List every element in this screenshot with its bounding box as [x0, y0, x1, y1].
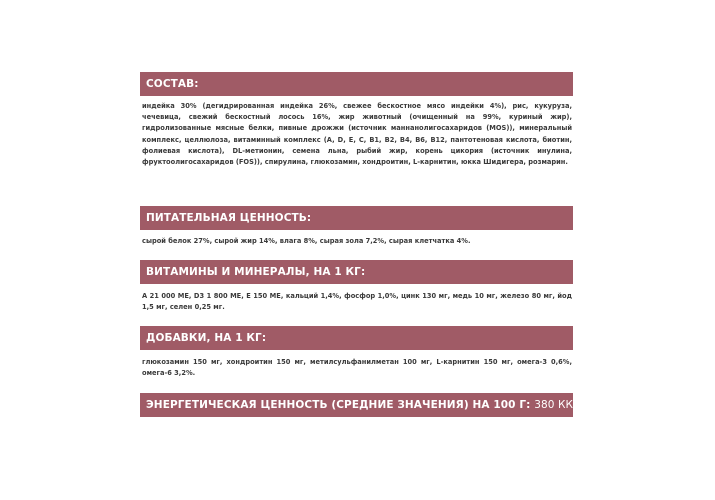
vitamins-heading-bar: [140, 260, 573, 284]
energy-heading-bar: [140, 393, 592, 417]
energy-heading: ЭНЕРГЕТИЧЕСКАЯ ЦЕННОСТЬ (СРЕДНИЕ ЗНАЧЕНИЯ) НА 100 Г:: [146, 399, 531, 411]
additives-text: глюкозамин 150 мг, хондроитин 150 мг, метилсульфанилметан 100 мг, L-карнитин 150 мг, омега-3 0,6%, омега-6 3,2%.: [142, 357, 572, 378]
composition-text: индейка 30% (дегидрированная индейка 26%, свежее бескостное мясо индейки 4%), рис, кукуруза, чечевица, свежий бескостный лосось 16%, жир животный (очищенный на 99%, куриный жир), гидролизованные мясные белки, пивные дрожжи (источник маннанолигосахаридов (MOS)), минеральный комплекс, целлюлоза, витаминный комплекс (A, D, E, C, B1, B2, B4, B6, B12, пантотеновая кислота, биотин, фолиевая кислота), DL-метионин, семена льна, рыбий жир, корень цикория (источник инулина, фруктоолигосахаридов (FOS)), спирулина, глюкозамин, хондроитин, L-карнитин, юкка Шидигера, розмарин.: [142, 101, 572, 167]
composition-heading: СОСТАВ:: [146, 78, 199, 90]
nutrition-heading-bar: [140, 206, 573, 230]
vitamins-text: A 21 000 ME, D3 1 800 ME, E 150 ME, кальций 1,4%, фосфор 1,0%, цинк 130 мг, медь 10 мг, железо 80 мг, йод 1,5 мг, селен 0,25 мг.: [142, 291, 572, 312]
composition-heading-bar: [140, 72, 573, 96]
vitamins-heading: ВИТАМИНЫ И МИНЕРАЛЫ, НА 1 КГ:: [146, 266, 366, 278]
nutrition-text: сырой белок 27%, сырой жир 14%, влага 8%, сырая зола 7,2%, сырая клетчатка 4%.: [142, 236, 471, 245]
energy-value: 380 ККАЛ.: [534, 399, 592, 411]
additives-heading: ДОБАВКИ, НА 1 КГ:: [146, 332, 267, 344]
nutrition-heading: ПИТАТЕЛЬНАЯ ЦЕННОСТЬ:: [146, 212, 312, 224]
additives-heading-bar: [140, 326, 573, 350]
